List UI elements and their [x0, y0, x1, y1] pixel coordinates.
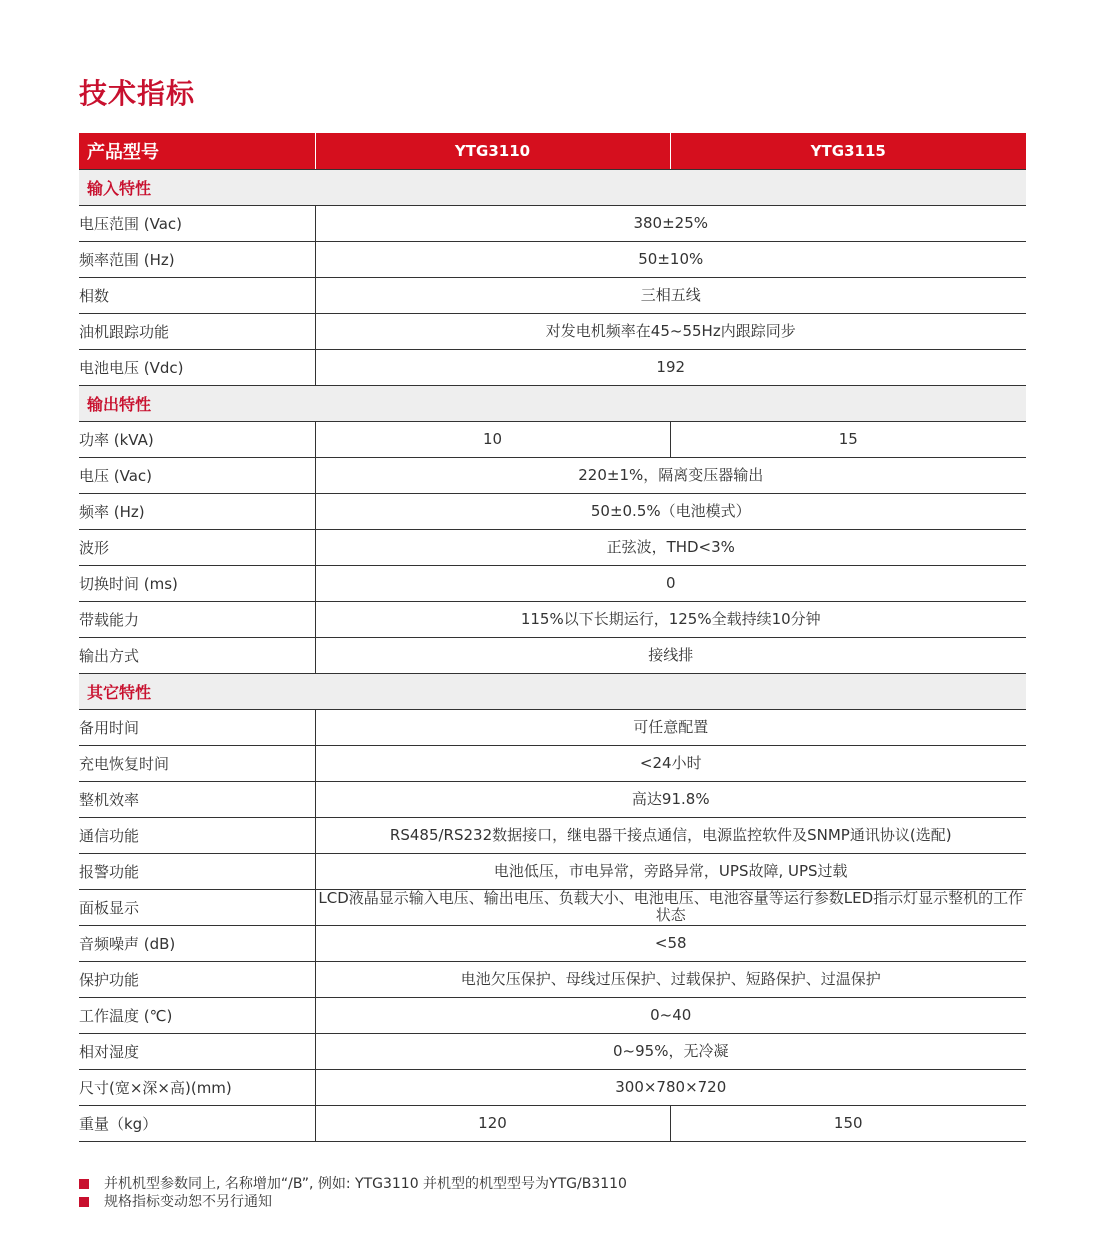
table-row — [79, 529, 1026, 565]
row-label: 报警功能 — [79, 853, 315, 889]
table-row — [79, 349, 1026, 385]
row-label: 输出方式 — [79, 637, 315, 673]
section-row — [79, 385, 1026, 421]
table-row — [79, 1033, 1026, 1069]
page-title: 技术指标 — [79, 77, 196, 110]
row-value: 115%以下长期运行，125%全载持续10分钟 — [315, 601, 1026, 637]
row-value: 50±0.5%（电池模式） — [315, 493, 1026, 529]
row-value: LCD液晶显示输入电压、输出电压、负载大小、电池电压、电池容量等运行参数LED指示灯显示整机的工作状态 — [315, 889, 1026, 925]
row-value: 220±1%，隔离变压器输出 — [315, 457, 1026, 493]
row-value: 电池低压，市电异常，旁路异常，UPS故障, UPS过载 — [315, 853, 1026, 889]
table-row — [79, 241, 1026, 277]
row-label: 波形 — [79, 529, 315, 565]
table-row — [79, 601, 1026, 637]
row-label: 切换时间 (ms) — [79, 565, 315, 601]
table-row — [79, 277, 1026, 313]
footnote-item — [79, 1193, 627, 1211]
power-b-value: 15 — [670, 421, 1026, 457]
row-label: 通信功能 — [79, 817, 315, 853]
table-row — [79, 961, 1026, 997]
table-row — [79, 997, 1026, 1033]
table-row — [79, 781, 1026, 817]
row-label: 频率 (Hz) — [79, 493, 315, 529]
table-row — [79, 709, 1026, 745]
row-value: 对发电机频率在45~55Hz内跟踪同步 — [315, 313, 1026, 349]
row-label: 电压范围 (Vac) — [79, 205, 315, 241]
spec-table — [79, 133, 1026, 1142]
table-row — [79, 493, 1026, 529]
section-input-title: 输入特性 — [79, 169, 1026, 205]
row-value: <24小时 — [315, 745, 1026, 781]
section-row — [79, 169, 1026, 205]
table-row — [79, 565, 1026, 601]
table-row — [79, 637, 1026, 673]
red-square-bullet-icon — [79, 1197, 89, 1207]
power-a-value: 10 — [315, 421, 670, 457]
row-label: 音频噪声 (dB) — [79, 925, 315, 961]
row-label: 带载能力 — [79, 601, 315, 637]
weight-a-value: 120 — [315, 1105, 670, 1141]
row-label: 电池电压 (Vdc) — [79, 349, 315, 385]
table-row — [79, 1105, 1026, 1141]
row-label: 相对湿度 — [79, 1033, 315, 1069]
row-value: 0~95%，无冷凝 — [315, 1033, 1026, 1069]
row-label: 整机效率 — [79, 781, 315, 817]
footnotes — [79, 1175, 627, 1211]
row-label: 相数 — [79, 277, 315, 313]
row-label: 尺寸(宽×深×高)(mm) — [79, 1069, 315, 1105]
row-value: 0 — [315, 565, 1026, 601]
row-value: 可任意配置 — [315, 709, 1026, 745]
row-value: <58 — [315, 925, 1026, 961]
model-b-header: YTG3115 — [670, 133, 1026, 169]
section-other-title: 其它特性 — [79, 673, 1026, 709]
row-value: 380±25% — [315, 205, 1026, 241]
row-label: 备用时间 — [79, 709, 315, 745]
row-value: RS485/RS232数据接口，继电器干接点通信，电源监控软件及SNMP通讯协议(选配) — [315, 817, 1026, 853]
row-label: 工作温度 (℃) — [79, 997, 315, 1033]
footnote-text: 并机机型参数同上, 名称增加“/B”, 例如: YTG3110 并机型的机型型号为YTG/B3110 — [104, 1176, 627, 1192]
table-row — [79, 313, 1026, 349]
section-row — [79, 673, 1026, 709]
row-value: 300×780×720 — [315, 1069, 1026, 1105]
footnote-text: 规格指标变动恕不另行通知 — [104, 1194, 272, 1210]
row-value: 0~40 — [315, 997, 1026, 1033]
row-label: 功率 (kVA) — [79, 421, 315, 457]
red-square-bullet-icon — [79, 1179, 89, 1189]
row-value: 50±10% — [315, 241, 1026, 277]
section-output-title: 输出特性 — [79, 385, 1026, 421]
model-a-header: YTG3110 — [315, 133, 670, 169]
row-label: 电压 (Vac) — [79, 457, 315, 493]
row-label: 油机跟踪功能 — [79, 313, 315, 349]
row-label: 频率范围 (Hz) — [79, 241, 315, 277]
row-label: 重量（kg） — [79, 1105, 315, 1141]
table-row — [79, 817, 1026, 853]
row-label: 保护功能 — [79, 961, 315, 997]
table-row — [79, 421, 1026, 457]
table-row — [79, 745, 1026, 781]
table-row — [79, 457, 1026, 493]
model-label: 产品型号 — [79, 133, 315, 169]
row-value: 192 — [315, 349, 1026, 385]
row-label: 充电恢复时间 — [79, 745, 315, 781]
weight-b-value: 150 — [670, 1105, 1026, 1141]
table-row — [79, 889, 1026, 925]
table-row — [79, 853, 1026, 889]
row-value: 三相五线 — [315, 277, 1026, 313]
row-value: 电池欠压保护、母线过压保护、过载保护、短路保护、过温保护 — [315, 961, 1026, 997]
footnote-item — [79, 1175, 627, 1193]
table-row — [79, 205, 1026, 241]
table-row — [79, 925, 1026, 961]
row-value: 高达91.8% — [315, 781, 1026, 817]
row-value: 正弦波，THD<3% — [315, 529, 1026, 565]
table-row — [79, 1069, 1026, 1105]
row-label: 面板显示 — [79, 889, 315, 925]
row-value: 接线排 — [315, 637, 1026, 673]
header-row — [79, 133, 1026, 169]
